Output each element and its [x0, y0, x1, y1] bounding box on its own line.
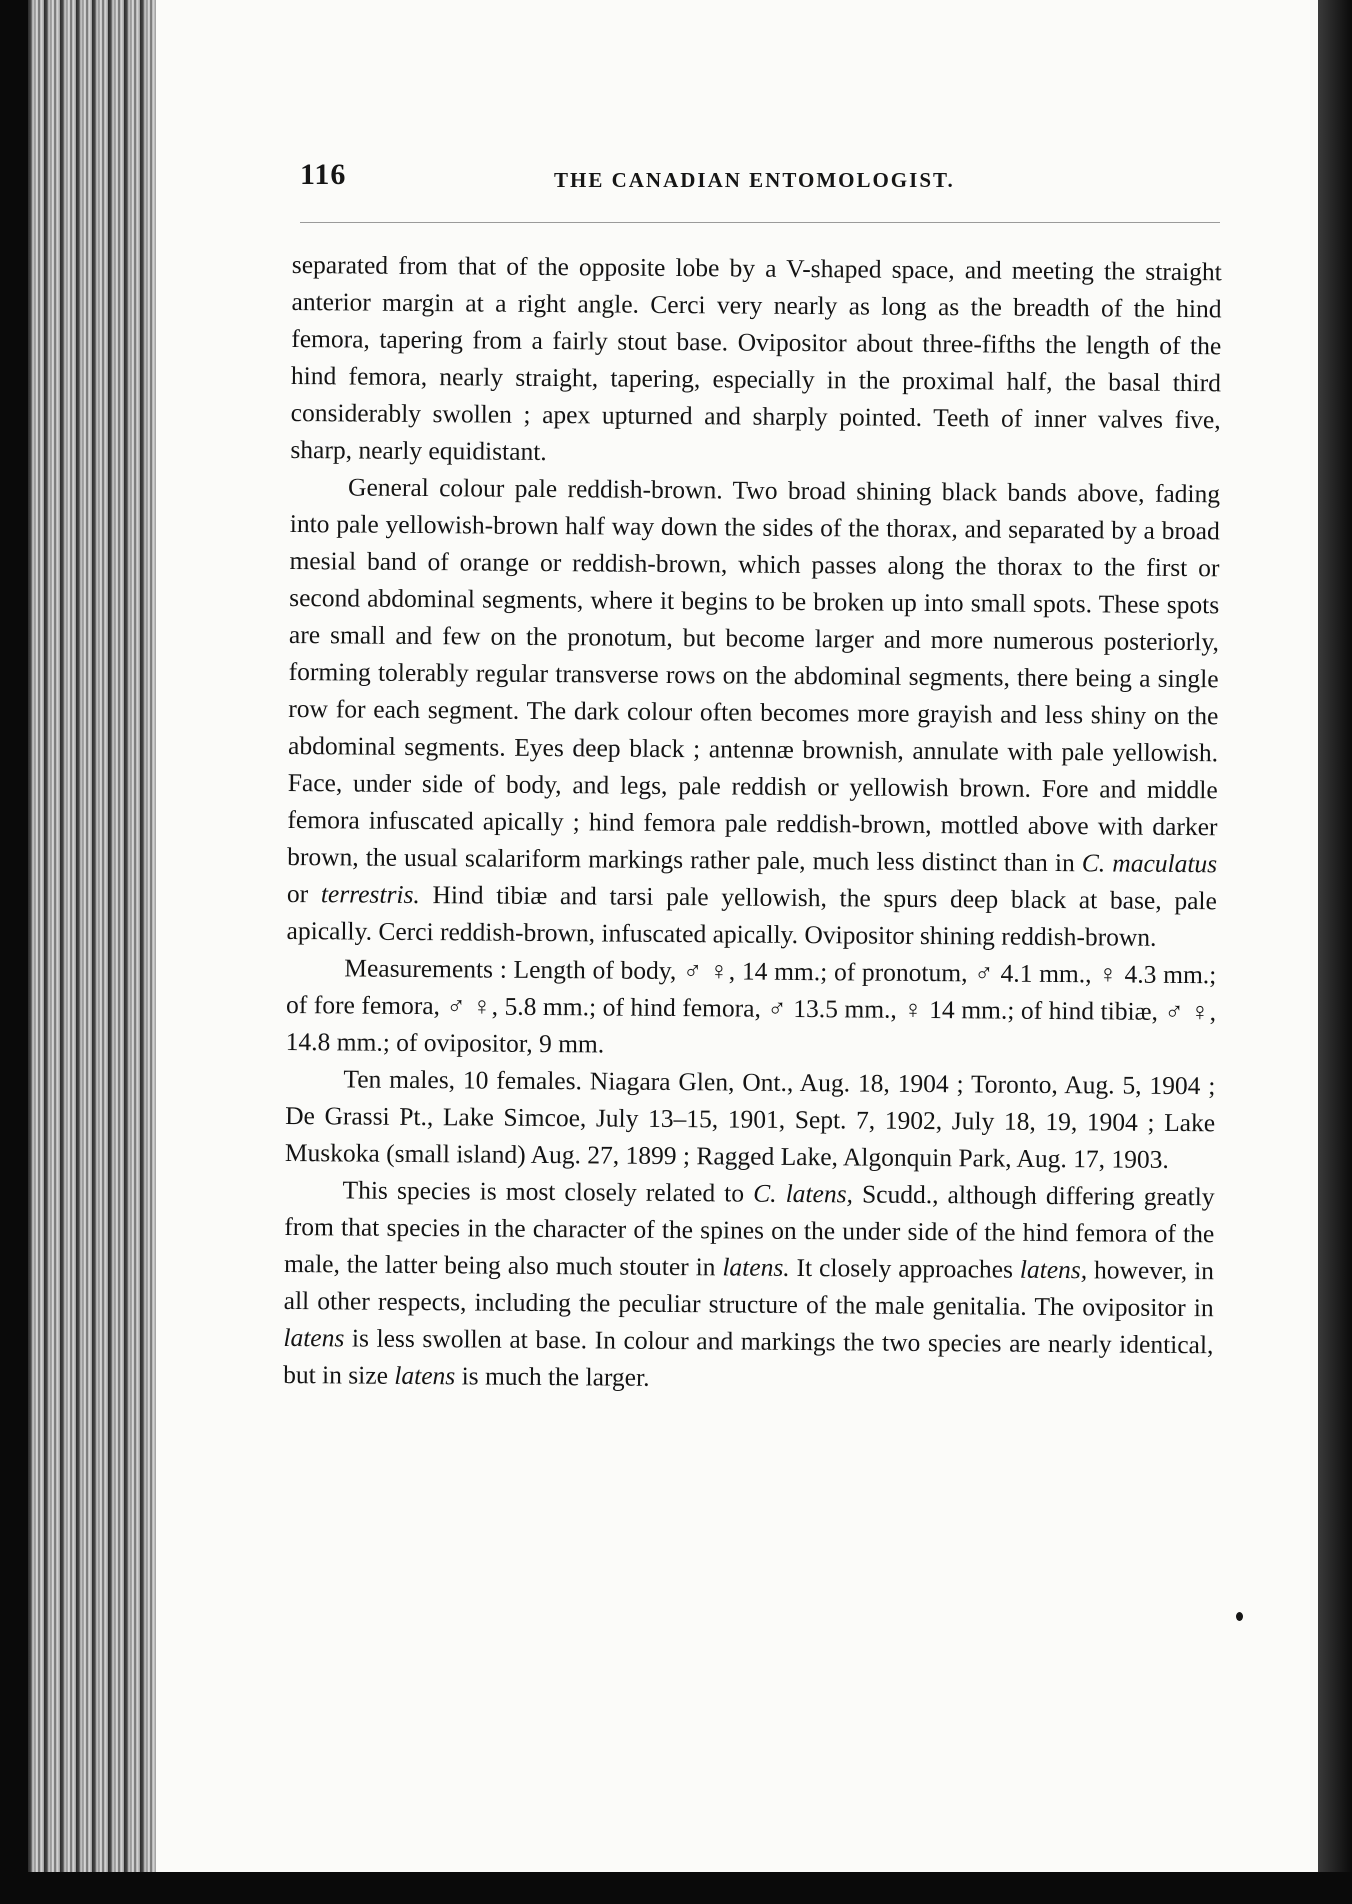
paragraph-text: Ten males, 10 females. Niagara Glen, Ont., Aug. 18, 1904 ; Toronto, Aug. 5, 1904 ; De Grassi Pt., Lake Simcoe, July 13–15, 1901, Sept. 7, 1902, July 18, 19, 1904 ; Lake Muskoka (small island) Aug. 27, 1899 ; Ragged Lake, Algonquin Park, Aug. 17, 1903. — [284, 1064, 1216, 1174]
italic-taxon-name: C. maculatus — [1081, 848, 1218, 879]
body-paragraph — [286, 468, 1220, 956]
italic-taxon-name: latens — [394, 1360, 456, 1391]
italic-taxon-name: terrestris. — [320, 879, 420, 910]
ink-speck — [1236, 1612, 1243, 1621]
paragraph-text: separated from that of the opposite lobe by a V-shaped space, and meeting the straight anterior margin at a right angle. Cerci very nearly as long as the breadth of the hind femora, tapering from a fairly stout base. Ovipositor about three-fifths the length of the hind femora, nearly straight, tapering, especially in the proximal half, the basal third considerably swollen ; apex upturned and sharply pointed. Teeth of inner valves five, sharp, nearly equidistant. — [290, 249, 1222, 467]
italic-taxon-name: latens. — [722, 1252, 790, 1282]
italic-taxon-name: C. latens, — [753, 1178, 854, 1209]
page-number: 116 — [300, 158, 347, 191]
paragraph-text: however, in all other respects, including the peculiar structure of the male genitalia. The ovipositor in — [283, 1255, 1215, 1323]
running-title: THE CANADIAN ENTOMOLOGIST. — [554, 168, 955, 192]
paragraph-text: Measurements : Length of body, ♂ ♀, 14 mm.; of pronotum, ♂ 4.1 mm., ♀ 4.3 mm.; of fore femora, ♂ ♀, 5.8 mm.; of hind femora, ♂ 13.5 mm., ♀ 14 mm.; of hind tibiæ, ♂ ♀, 14.8 mm.; of ovipositor, 9 mm. — [285, 953, 1217, 1059]
italic-taxon-name: latens, — [1019, 1254, 1088, 1285]
stacked-page-edges — [28, 0, 158, 1904]
scan-bottom-border — [0, 1872, 1352, 1904]
body-paragraph — [283, 1171, 1215, 1400]
page-gutter-shadow — [1318, 0, 1352, 1904]
paragraph-text: or — [286, 878, 321, 909]
header-rule — [300, 222, 1220, 223]
paragraph-text: Scudd., although differing greatly from that species in the character of the spines on the under side of the hind femora of the male, the latter being also much stouter in — [283, 1179, 1215, 1282]
paragraph-text: is less swollen at base. In colour and markings the two species are nearly identical, but in size — [283, 1323, 1214, 1390]
body-paragraph — [285, 1060, 1216, 1178]
paragraph-text: General colour pale reddish-brown. Two broad shining black bands above, fading into pale yellowish-brown half way down the sides of the thorax, and separated by a broad mesial band of orange or reddish-brown, which passes along the thorax to the first or second abdominal segments, where it begins to be broken up into small spots. These spots are small and few on the pronotum, but become larger and more numerous posteriorly, forming tolerably regular transverse rows on the abdominal segments, there being a single row for each segment. The dark colour often becomes more grayish and less shiny on the abdominal segments. Eyes deep black ; antennæ brownish, annulate with pale yellowish. Face, under side of body, and legs, pale reddish or yellowish brown. Fore and middle femora infuscated apically ; hind femora pale reddish-brown, mottled above with darker brown, the usual scalariform markings rather pale, much less distinct than in — [287, 472, 1221, 878]
paragraph-text: Hind tibiæ and tarsi pale yellowish, the spurs deep black at base, pale apically. Cerci reddish-brown, infuscated apically. Ovipositor shining reddish-brown. — [286, 880, 1217, 952]
paragraph-text: is much the larger. — [455, 1361, 650, 1392]
italic-taxon-name: latens — [283, 1322, 345, 1353]
article-body — [283, 246, 1222, 1400]
paragraph-text: This species is most closely related to — [342, 1175, 754, 1208]
running-header — [300, 158, 1230, 202]
body-paragraph — [290, 246, 1222, 475]
paragraph-text: It closely approaches — [789, 1252, 1020, 1284]
body-paragraph — [286, 949, 1217, 1067]
